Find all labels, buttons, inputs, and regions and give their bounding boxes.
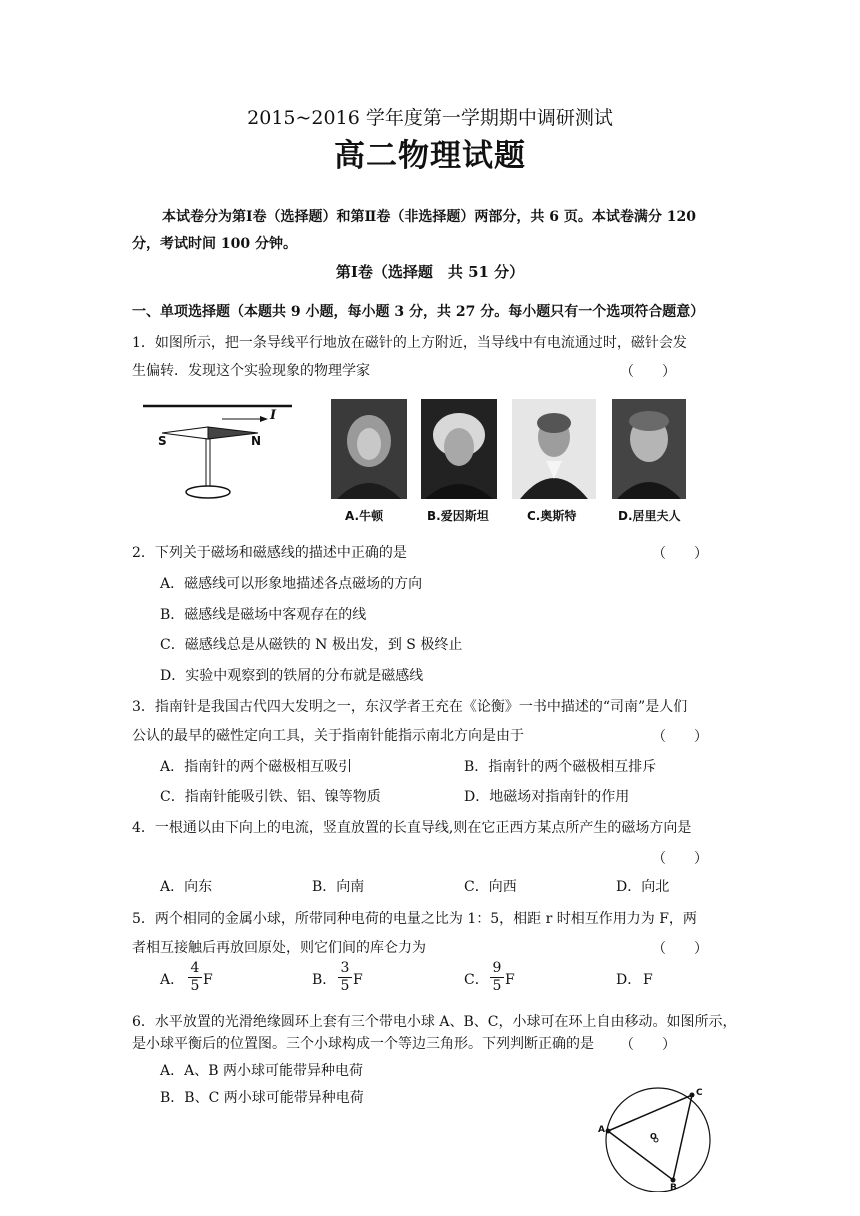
q5-option-c-unit: F [505,972,515,988]
ball-c [690,1093,695,1098]
label-c: C [696,1088,703,1098]
current-label: I [270,408,277,423]
q5-option-a-label: A． [160,972,185,988]
q3-line-1: 3．指南针是我国古代四大发明之一，东汉学者王充在《论衡》一书中描述的“司南”是人们 [132,699,688,715]
option-a-caption: A.牛顿 [345,509,384,523]
q5-option-a-unit: F [203,972,213,988]
q2-answer-paren: （ ） [652,546,708,562]
q5-option-c-label: C． [464,972,489,988]
option-d-caption: D.居里夫人 [618,509,681,523]
q4-option-c: C．向西 [464,879,517,895]
ball-a [606,1129,611,1134]
q6-line-1: 6．水平放置的光滑绝缘圆环上套有三个带电小球 A、B、C，小球可在环上自由移动。如图所示， [132,1014,737,1030]
compass-base [186,486,230,498]
part1-title: 第Ⅰ卷（选择题 共 51 分） [335,263,525,281]
q1-line-1: 1．如图所示，把一条导线平行地放在磁针的上方附近，当导线中有电流通过时，磁针会发 [132,335,687,351]
q6-option-b: B．B、C 两小球可能带异种电荷 [160,1090,364,1106]
q2-option-a: A．磁感线可以形象地描述各点磁场的方向 [160,576,423,592]
q4-option-a: A．向东 [160,879,213,895]
q5-line-1: 5．两个相同的金属小球，所带同种电荷的电量之比为 1：5，相距 r 时相互作用力为 F，两 [132,911,697,927]
q6-line-2: 是小球平衡后的位置图。三个小球构成一个等边三角形。下列判断正确的是 [132,1036,594,1052]
q5-line-2: 者相互接触后再放回原处，则它们间的库仑力为 [132,940,426,956]
q6-answer-paren: （ ） [620,1037,676,1053]
q5-option-a-fraction [188,961,202,994]
q3-option-d: D．地磁场对指南针的作用 [464,789,630,805]
exam-title: 2015~2016 学年度第一学期期中调研测试 [247,107,613,129]
q4-answer-paren: （ ） [652,851,708,867]
section1-title: 一、单项选择题（本题共 9 小题，每小题 3 分，共 27 分。每小题只有一个选项符合题意） [132,304,705,320]
q2-option-b: B．磁感线是磁场中客观存在的线 [160,607,367,623]
q3-option-c: C．指南针能吸引铁、铝、镍等物质 [160,789,381,805]
needle-south [162,427,208,439]
label-a: A [598,1125,605,1135]
oersted-portrait [512,399,596,499]
q1-line-2: 生偏转．发现这个实验现象的物理学家 [132,363,370,379]
q5-option-c-fraction [490,961,504,994]
q3-line-2: 公认的最早的磁性定向工具，关于指南针能指示南北方向是由于 [132,728,524,744]
q2-option-d: D．实验中观察到的铁屑的分布就是磁感线 [160,668,424,684]
q5-option-a-num: 4 [190,960,200,976]
curie-portrait [612,399,686,499]
q5-option-b-unit: F [353,972,363,988]
einstein-portrait [421,399,497,499]
option-b-caption: B.爱因斯坦 [427,509,489,523]
q5-option-d-label: D． [616,972,642,988]
intro-line-2: 分，考试时间 100 分钟。 [132,236,297,252]
q3-option-b: B．指南针的两个磁极相互排斥 [464,759,657,775]
subject-title: 高二物理试题 [334,138,526,174]
ball-b [671,1178,676,1183]
south-pole-label: S [158,434,167,448]
north-pole-label: N [251,434,262,448]
q3-option-a: A．指南针的两个磁极相互吸引 [160,759,353,775]
intro-line-1: 本试卷分为第Ⅰ卷（选择题）和第Ⅱ卷（非选择题）两部分，共 6 页。本试卷满分 120 [162,209,696,225]
q4-option-b: B．向南 [312,879,365,895]
q4-option-d: D．向北 [616,879,670,895]
q5-option-d-unit: F [643,972,653,988]
ring-figure [596,1082,726,1192]
label-b: B [670,1183,677,1193]
q5-answer-paren: （ ） [652,941,708,957]
label-o: O [650,1132,657,1141]
q5-option-b-fraction [338,961,352,994]
q4-stem: 4．一根通以由下向上的电流，竖直放置的长直导线,则在它正西方某点所产生的磁场方向是 [132,820,692,836]
q5-option-a-den: 5 [190,978,200,994]
q1-answer-paren: （ ） [620,364,676,380]
q5-option-c-den: 5 [492,978,502,994]
q2-option-c: C．磁感线总是从磁铁的 N 极出发，到 S 极终止 [160,637,463,653]
q2-stem: 2．下列关于磁场和磁感线的描述中正确的是 [132,545,407,561]
q5-option-c-num: 9 [492,960,502,976]
q3-answer-paren: （ ） [652,729,708,745]
q5-option-b-den: 5 [340,978,350,994]
option-c-caption: C.奥斯特 [527,509,577,523]
q5-option-b-label: B． [312,972,337,988]
q6-option-a: A．A、B 两小球可能带异种电荷 [160,1063,363,1079]
q5-option-b-num: 3 [340,960,350,976]
newton-portrait [331,399,407,499]
current-arrowhead [260,416,268,422]
